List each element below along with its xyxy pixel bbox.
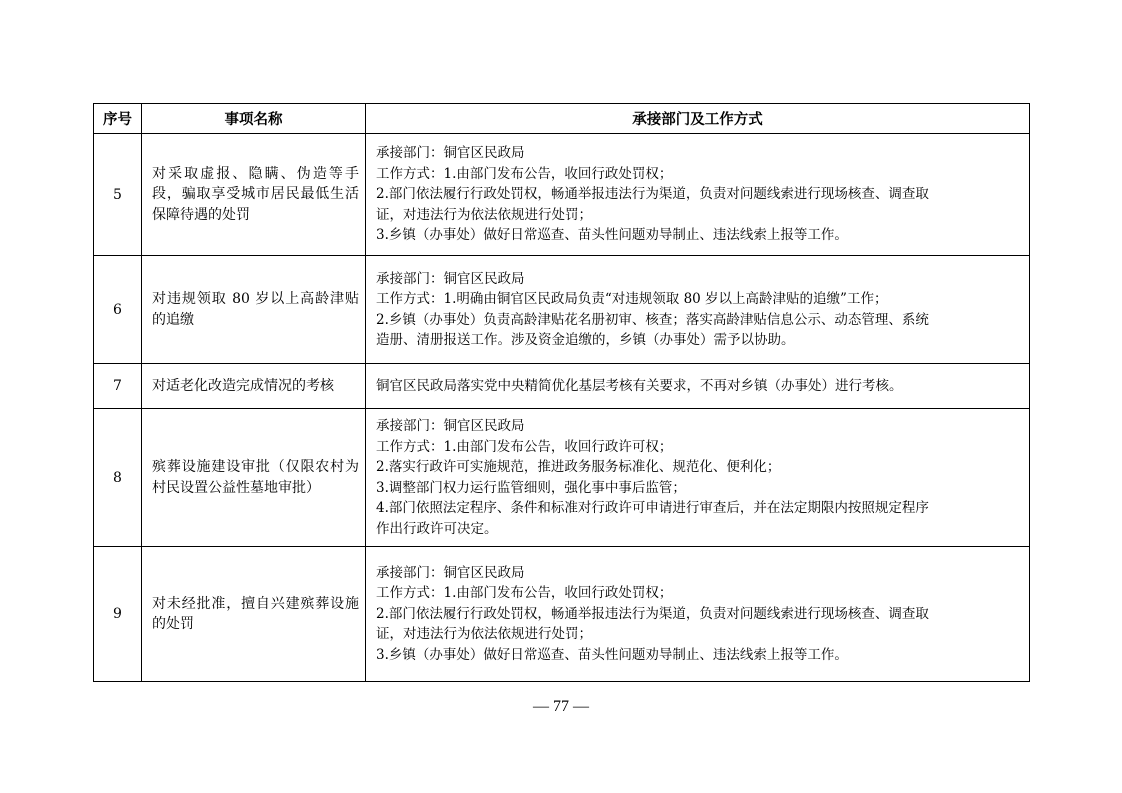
dept-method-line: 工作方式：1.由部门发布公告，收回行政许可权； — [376, 438, 673, 455]
header-name: 事项名称 — [142, 104, 366, 134]
dept-method-line: 工作方式：1.由部门发布公告，收回行政处罚权； — [376, 165, 673, 182]
row-number: 6 — [94, 256, 142, 364]
matter-name-cell — [142, 256, 366, 364]
matter-name: 对违规领取 80 岁以上高龄津贴的追缴 — [152, 291, 359, 328]
dept-method-line: 3.乡镇（办事处）做好日常巡查、苗头性问题劝导制止、违法线索上报等工作。 — [376, 227, 848, 244]
table-row — [94, 134, 1030, 256]
matter-name-cell — [142, 547, 366, 682]
dept-method-cell — [366, 547, 1030, 682]
dept-method-line: 2.部门依法履行行政处罚权，畅通举报违法行为渠道，负责对问题线索进行现场核查、调查取 — [376, 186, 929, 203]
dept-method-line: 造册、清册报送工作。涉及资金追缴的，乡镇（办事处）需予以协助。 — [376, 332, 795, 348]
dept-method-line: 承接部门：铜官区民政局 — [376, 564, 525, 581]
matter-name: 对采取虚报、隐瞒、伪造等手段，骗取享受城市居民最低生活保障待遇的处罚 — [152, 165, 359, 223]
matter-name-cell — [142, 409, 366, 547]
page-number: — 77 — — [533, 698, 589, 715]
dept-method-line: 证，对违法行为依法依规进行处罚； — [376, 626, 592, 643]
dept-method-cell — [366, 364, 1030, 409]
row-number: 9 — [94, 547, 142, 682]
dept-method-line: 承接部门：铜官区民政局 — [376, 418, 525, 434]
dept-method-line: 工作方式：1.明确由铜官区民政局负责“对违规领取 80 岁以上高龄津贴的追缴”工作； — [376, 291, 888, 307]
table-row — [94, 364, 1030, 409]
dept-method-cell — [366, 134, 1030, 256]
dept-method-line: 3.乡镇（办事处）做好日常巡查、苗头性问题劝导制止、违法线索上报等工作。 — [376, 646, 848, 663]
table-header-row — [94, 104, 1030, 134]
header-dept: 承接部门及工作方式 — [366, 104, 1030, 134]
dept-method-line: 工作方式：1.由部门发布公告，收回行政处罚权； — [376, 585, 673, 602]
table-row — [94, 409, 1030, 547]
dept-method-line: 3.调整部门权力运行监管细则，强化事中事后监管； — [376, 479, 686, 496]
matter-name-cell — [142, 134, 366, 256]
table-row — [94, 547, 1030, 682]
dept-method-cell — [366, 256, 1030, 364]
dept-method-line: 作出行政许可决定。 — [376, 520, 498, 537]
row-number: 8 — [94, 409, 142, 547]
dept-method-line: 承接部门：铜官区民政局 — [376, 270, 525, 287]
row-number: 7 — [94, 364, 142, 409]
dept-method-line: 2.乡镇（办事处）负责高龄津贴花名册初审、核查；落实高龄津贴信息公示、动态管理、系统 — [376, 311, 929, 328]
matters-table — [93, 103, 1030, 682]
matter-name: 对适老化改造完成情况的考核 — [152, 377, 334, 394]
table-row — [94, 256, 1030, 364]
dept-method-line: 2.落实行政许可实施规范，推进政务服务标准化、规范化、便利化； — [376, 459, 781, 475]
dept-method-line: 证，对违法行为依法依规进行处罚； — [376, 206, 592, 223]
dept-method-line: 4.部门依照法定程序、条件和标准对行政许可申请进行审查后，并在法定期限内按照规定程序 — [376, 500, 929, 516]
header-no: 序号 — [94, 104, 142, 134]
matter-name: 殡葬设施建设审批（仅限农村为村民设置公益性墓地审批） — [152, 459, 359, 496]
dept-method-cell — [366, 409, 1030, 547]
dept-method-line: 2.部门依法履行行政处罚权，畅通举报违法行为渠道，负责对问题线索进行现场核查、调查取 — [376, 605, 929, 622]
dept-method-line: 铜官区民政局落实党中央精简优化基层考核有关要求，不再对乡镇（办事处）进行考核。 — [376, 377, 903, 394]
matter-name-cell — [142, 364, 366, 409]
matter-name: 对未经批准，擅自兴建殡葬设施的处罚 — [152, 595, 359, 632]
row-number: 5 — [94, 134, 142, 256]
dept-method-line: 承接部门：铜官区民政局 — [376, 145, 525, 162]
